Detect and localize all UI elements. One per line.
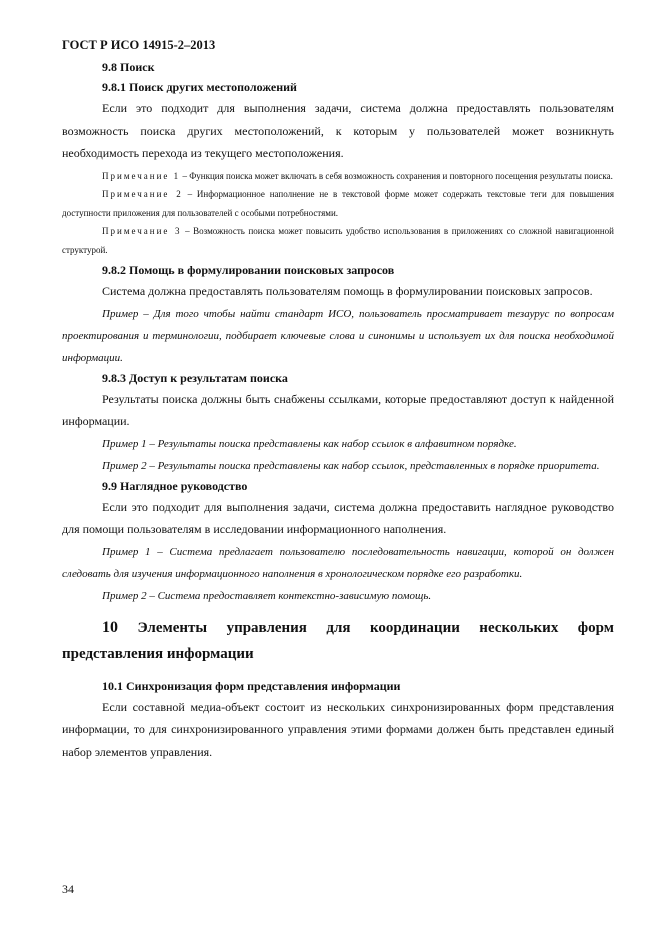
section-10-title [62,615,614,667]
section-9-8-1-text: Если это подходит для выполнения задачи, система должна предоставлять пользователям возможность поиска других местоположений, к которым у пользователей может возникнуть необходимость перехода из текущего местоположения. [62,101,614,160]
section-10-title-text: Элементы управления для координации нескольких форм представления информации [62,619,614,662]
note-3 [62,222,614,259]
section-9-8-3-title: 9.8.3 Доступ к результатам поиска [102,370,288,385]
note-1-text: – Функция поиска может включать в себя возможность сохранения и повторного посещения результаты поиска. [180,170,613,181]
section-9-9-example-1: Пример 1 – Система предлагает пользователю последовательность навигации, которой он должен следовать для изучения информационного наполнения в хронологическом порядке его разработки. [62,545,614,580]
note-3-text: – Возможность поиска может повысить удобство использования в приложениях со сложной навигационной структурой. [62,226,614,255]
section-9-8-2-text: Система должна предоставлять пользователям помощь в формулировании поисковых запросов. [102,284,593,298]
section-9-9-title: 9.9 Наглядное руководство [102,478,248,493]
note-1-label: Примечание 1 [102,170,181,181]
section-9-8-1-title: 9.8.1 Поиск других местоположений [102,80,297,94]
section-10-1-title: 10.1 Синхронизация форм представления информации [102,678,401,693]
note-2 [62,185,614,222]
section-9-8-3-example-1: Пример 1 – Результаты поиска представлены как набор ссылок в алфавитном порядке. [102,437,517,450]
section-10-number: 10 [102,618,118,636]
note-3-label: Примечание 3 [102,226,182,236]
section-9-8-3-example-2: Пример 2 – Результаты поиска представлены как набор ссылок, представленных в порядке приоритета. [102,459,600,472]
section-9-8-3-text: Результаты поиска должны быть снабжены ссылками, которые предоставляют доступ к найденной информации. [62,391,614,428]
section-9-9-example-2: Пример 2 – Система предоставляет контекстно-зависимую помощь. [102,589,432,602]
document-header: ГОСТ Р ИСО 14915-2–2013 [62,38,216,52]
section-9-8-title: 9.8 Поиск [102,60,155,74]
page-content [62,60,614,763]
note-1 [62,167,614,186]
page-number: 34 [62,882,74,896]
section-9-8-2-example: Пример – Для того чтобы найти стандарт ИСО, пользователь просматривает тезаурус по вопросам проектирования и терминологии, подбирает ключевые слова и синонимы и использует их для поиска необходимой информации. [62,307,614,364]
section-10-1-text: Если составной медиа-объект состоит из нескольких синхронизированных форм представления информации, то для синхронизированного управления этими формами должен быть представлен единый набор элементов управления. [62,699,614,759]
section-9-8-2-title: 9.8.2 Помощь в формулировании поисковых запросов [102,263,395,277]
note-2-label: Примечание 2 [102,189,183,199]
section-9-9-text: Если это подходит для выполнения задачи, система должна предоставить наглядное руководство для помощи пользователям в исследовании информационного наполнения. [62,499,614,536]
note-2-text: – Информационное наполнение не в текстовой форме может содержать текстовые теги для повышения доступности приложения для пользователей с особыми потребностями. [62,189,614,218]
